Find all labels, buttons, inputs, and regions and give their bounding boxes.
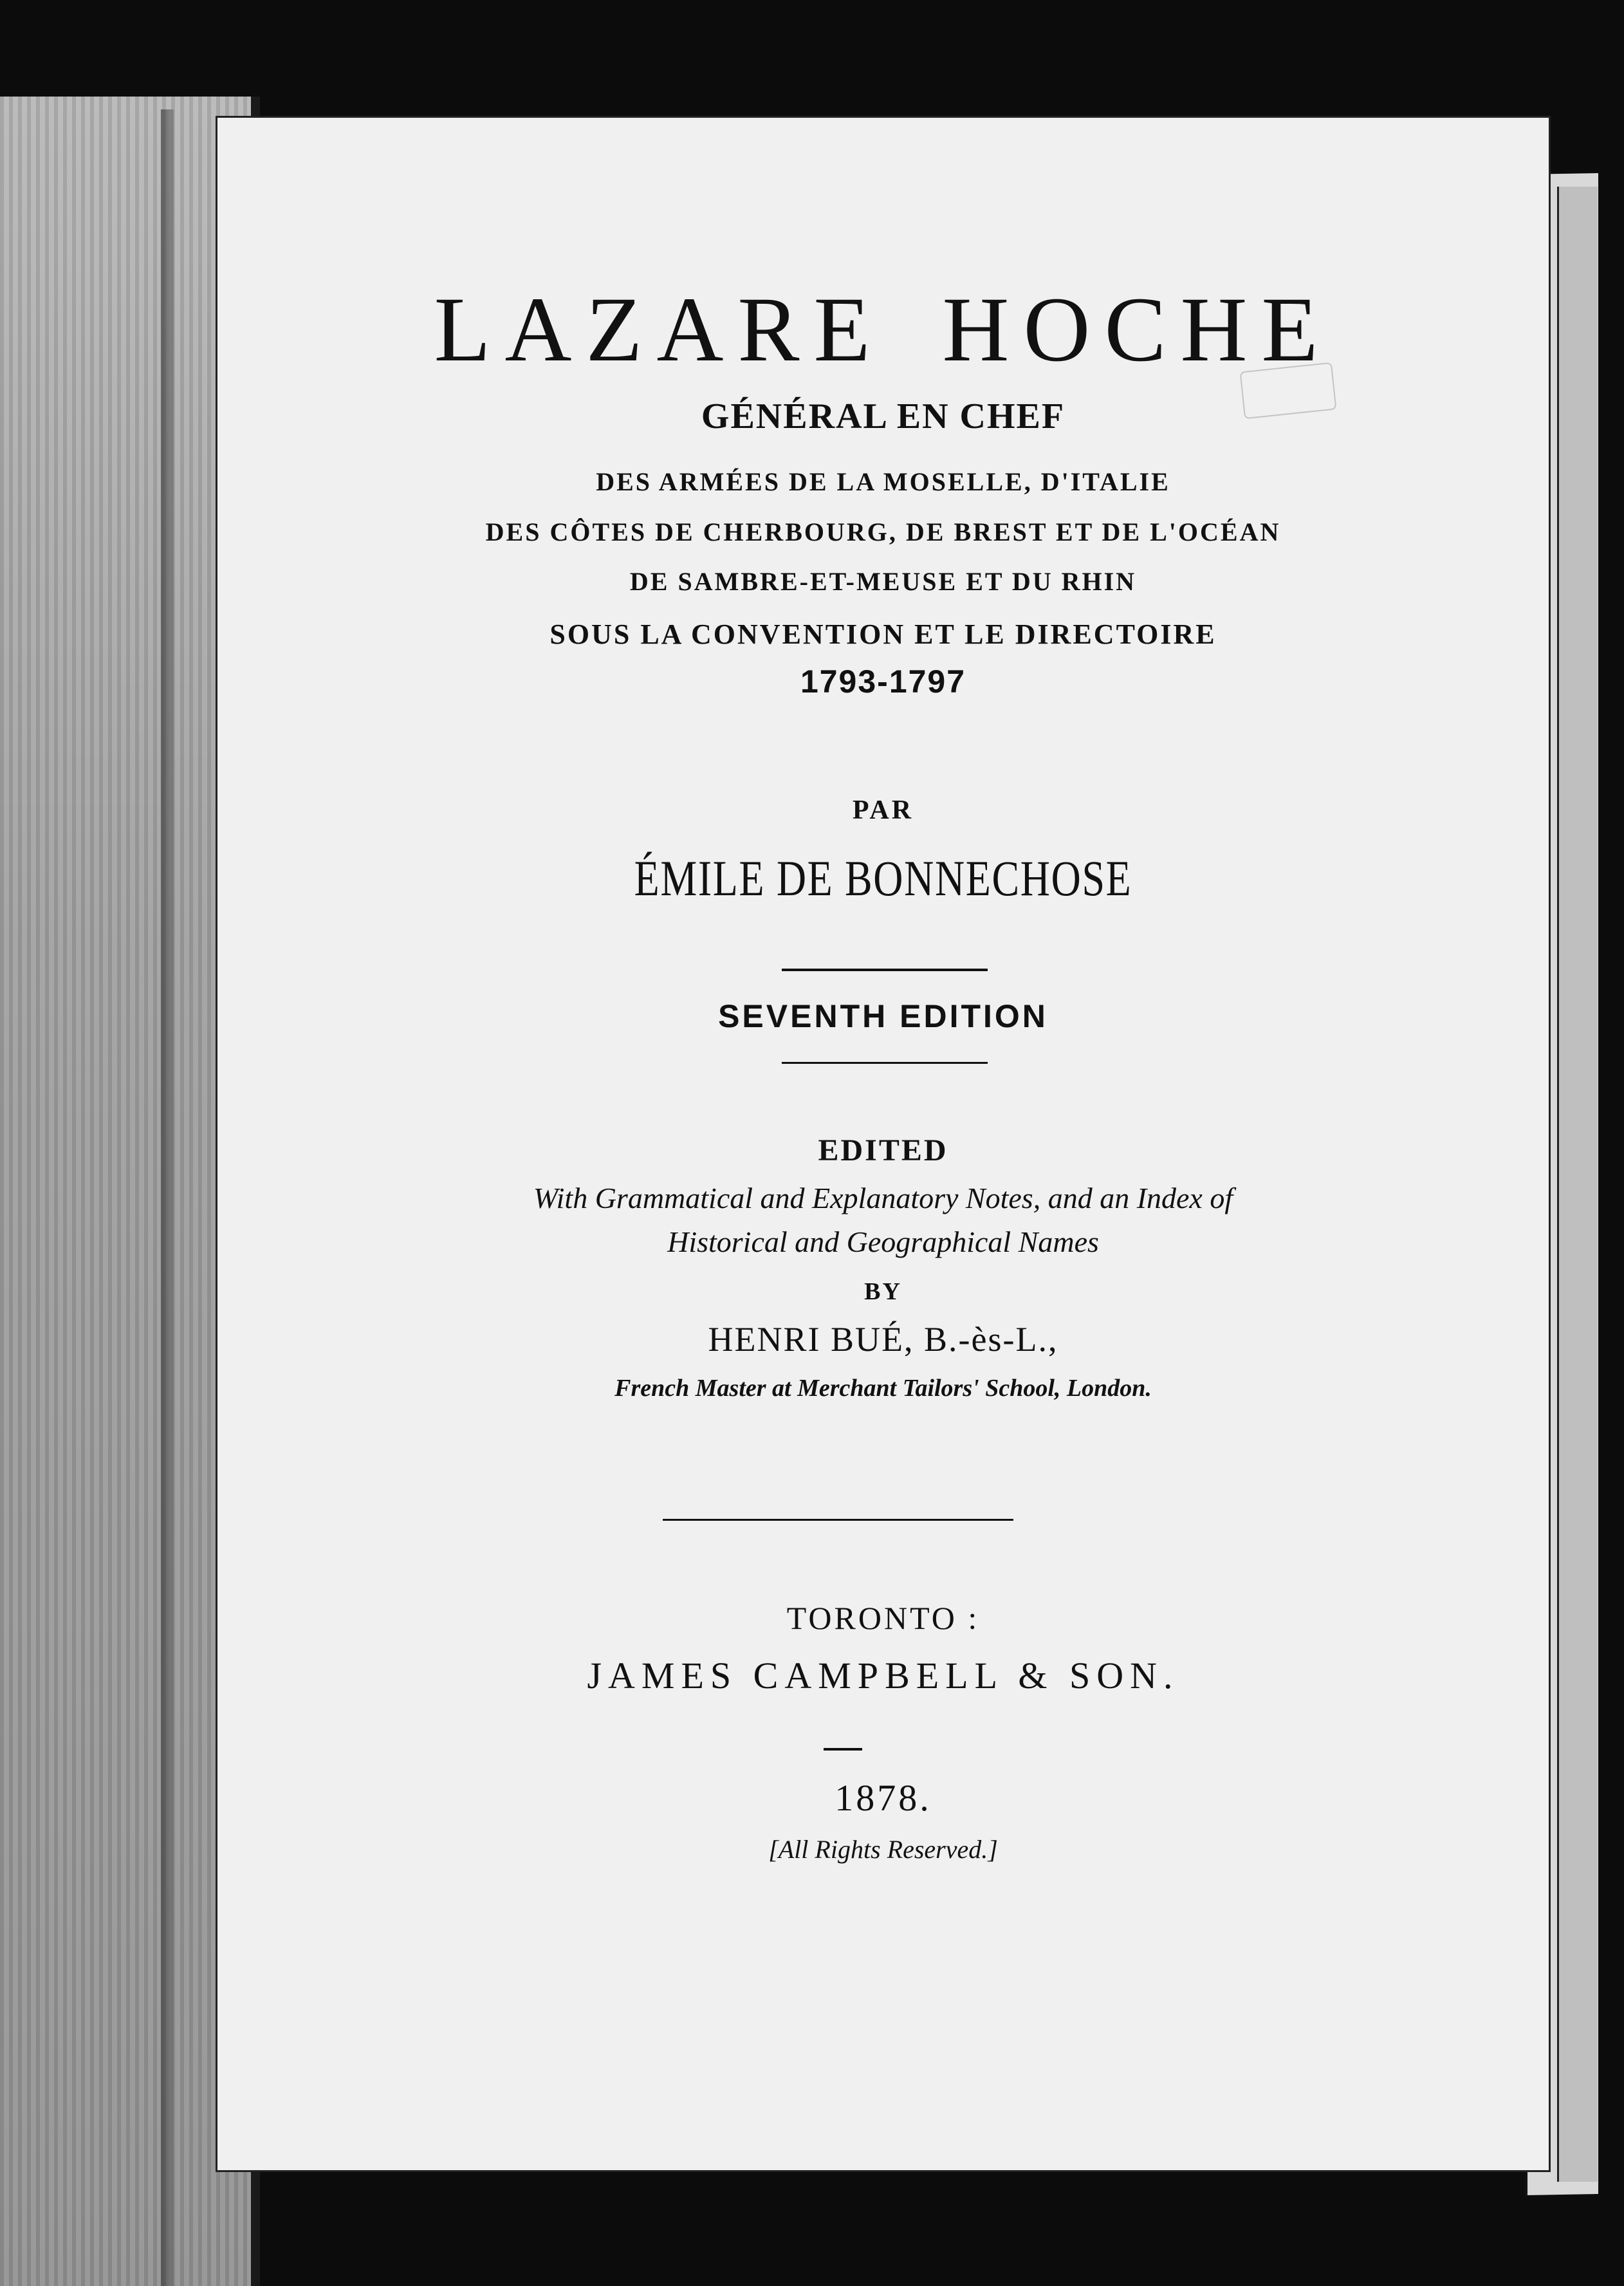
publisher-name: JAMES CAMPBELL & SON. <box>587 1655 1179 1696</box>
divider-rule <box>663 1519 1013 1521</box>
armies-line-3: DE SAMBRE-ET-MEUSE ET DU RHIN <box>629 567 1137 596</box>
title-word-1: LAZARE <box>434 279 885 381</box>
title-page <box>216 116 1551 2172</box>
armies-line-1: DES ARMÉES DE LA MOSELLE, D'ITALIE <box>596 467 1170 496</box>
title-word-2: HOCHE <box>942 279 1333 381</box>
rights-notice: [All Rights Reserved.] <box>768 1835 998 1864</box>
regime-line: SOUS LA CONVENTION ET LE DIRECTOIRE <box>549 618 1217 650</box>
edition-label: SEVENTH EDITION <box>718 998 1048 1034</box>
by-label: BY <box>864 1278 902 1305</box>
book-title <box>216 277 1551 383</box>
page-stack-edge-inner <box>1557 187 1598 2182</box>
publication-year: 1878. <box>835 1777 932 1819</box>
publication-city: TORONTO : <box>786 1600 980 1636</box>
binding-edge <box>161 109 174 2286</box>
divider-rule <box>782 1062 988 1064</box>
years-range: 1793-1797 <box>800 664 966 700</box>
divider-rule <box>782 969 988 971</box>
author-name: ÉMILE DE BONNECHOSE <box>634 850 1132 906</box>
edited-label: EDITED <box>818 1133 948 1167</box>
editor-name: HENRI BUÉ, B.-ès-L., <box>708 1320 1058 1359</box>
par-label: PAR <box>852 795 914 825</box>
notes-line-1: With Grammatical and Explanatory Notes, and an Index of <box>533 1182 1233 1214</box>
notes-line-2: Historical and Geographical Names <box>667 1225 1099 1258</box>
armies-line-2: DES CÔTES DE CHERBOURG, DE BREST ET DE L'OCÉAN <box>485 517 1281 546</box>
editor-role: French Master at Merchant Tailors' School, London. <box>614 1375 1152 1402</box>
short-dash <box>824 1748 862 1751</box>
book-subtitle: GÉNÉRAL EN CHEF <box>701 396 1066 436</box>
